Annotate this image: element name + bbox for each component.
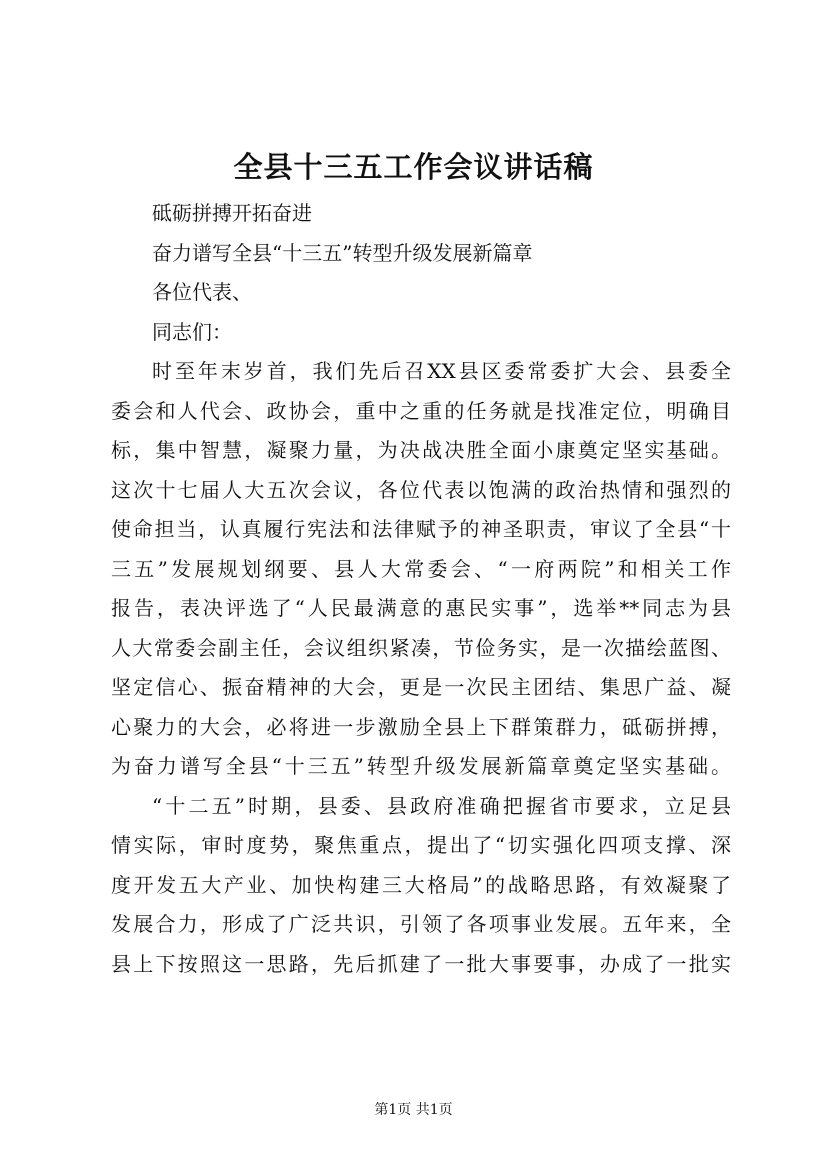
paragraph-2-line: 发展合力，形成了广泛共识，引领了各项事业发展。五年来，全 bbox=[111, 912, 731, 936]
salutation-line-2: 同志们： bbox=[152, 319, 232, 344]
paragraph-1-line: 标，集中智慧，凝聚力量，为决战决胜全面小康奠定坚实基础。 bbox=[111, 438, 731, 462]
document-title: 全县十三五工作会议讲话稿 bbox=[233, 150, 594, 184]
paragraph-1-line: 这次十七届人大五次会议，各位代表以饱满的政治热情和强烈的 bbox=[111, 477, 731, 502]
paragraph-2-line: 度开发五大产业、加快构建三大格局”的战略思路，有效凝聚了 bbox=[111, 872, 731, 897]
paragraph-2-line: 情实际，审时度势，聚焦重点，提出了“切实强化四项支撑、深 bbox=[111, 833, 731, 857]
paragraph-1-line: 三五”发展规划纲要、县人大常委会、“一府两院”和相关工作 bbox=[111, 556, 731, 581]
paragraph-2-line: 县上下按照这一思路，先后抓建了一批大事要事，办成了一批实 bbox=[111, 951, 731, 976]
paragraph-1-line: 坚定信心、振奋精神的大会，更是一次民主团结、集思广益、凝 bbox=[111, 675, 731, 699]
paragraph-1-line: 委会和人代会、政协会，重中之重的任务就是找准定位，明确目 bbox=[111, 398, 731, 423]
subtitle-line-2: 奋力谱写全县“十三五”转型升级发展新篇章 bbox=[152, 240, 533, 265]
paragraph-1-line: 为奋力谱写全县“十三五”转型升级发展新篇章奠定坚实基础。 bbox=[111, 754, 731, 778]
paragraph-1-line: 时至年末岁首，我们先后召XX县区委常委扩大会、县委全 bbox=[152, 359, 731, 383]
page-number-footer: 第1页 共1页 bbox=[374, 1102, 453, 1118]
subtitle-line-1: 砥砺拼搏开拓奋进 bbox=[152, 201, 312, 225]
paragraph-1-line: 使命担当，认真履行宪法和法律赋予的神圣职责，审议了全县“十 bbox=[111, 517, 731, 541]
paragraph-1-line: 报告，表决评选了“人民最满意的惠民实事”，选举**同志为县 bbox=[111, 596, 731, 620]
paragraph-1-line: 心聚力的大会，必将进一步激励全县上下群策群力，砥砺拼搏， bbox=[111, 714, 731, 739]
document-body bbox=[111, 194, 731, 984]
paragraph-2-line: “十二五”时期，县委、县政府准确把握省市要求，立足县 bbox=[152, 793, 731, 818]
paragraph-1-line: 人大常委会副主任，会议组织紧凑，节俭务实，是一次描绘蓝图、 bbox=[111, 635, 731, 660]
salutation-line-1: 各位代表、 bbox=[152, 280, 252, 304]
